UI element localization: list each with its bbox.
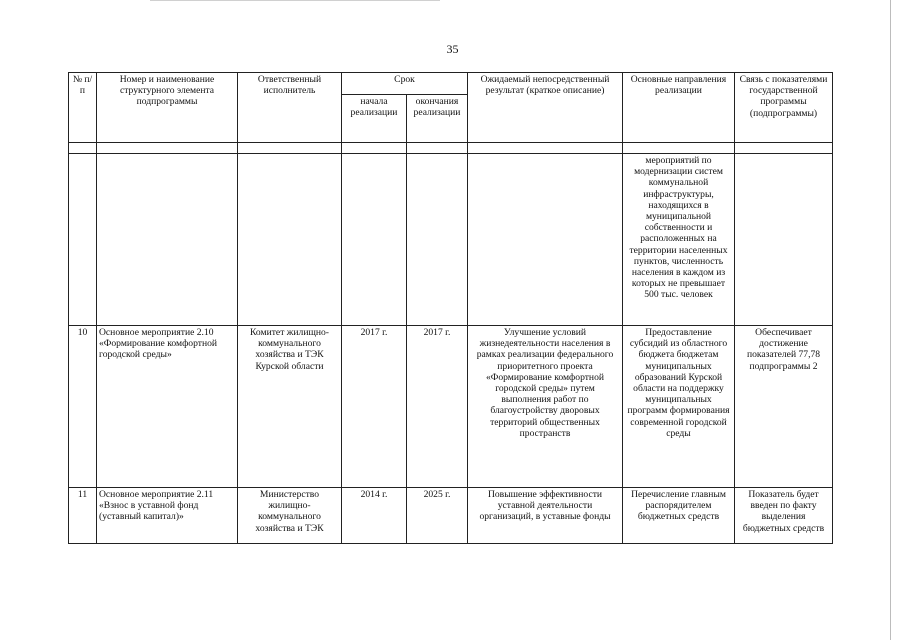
- cell-num: 10: [69, 326, 97, 488]
- cell-element: [97, 154, 238, 326]
- cell-end: [407, 154, 468, 326]
- cell-start: 2017 г.: [342, 326, 407, 488]
- header-directions: Основные направления реализации: [623, 73, 735, 143]
- cell-result: Повышение эффективности уставной деятельности организаций, в уставные фонды: [468, 488, 623, 544]
- header-link: Связь с показателями государственной программы (подпрограммы): [735, 73, 833, 143]
- spacer-row: [69, 143, 833, 154]
- header-period: Срок: [342, 73, 468, 95]
- cell-start: [342, 154, 407, 326]
- cell-executor: Комитет жилищно-коммунального хозяйства и ТЭК Курской области: [238, 326, 342, 488]
- cell-executor: [238, 154, 342, 326]
- cell-end: 2025 г.: [407, 488, 468, 544]
- cell-num: 11: [69, 488, 97, 544]
- cell-element: Основное мероприятие 2.10 «Формирование комфортной городской среды»: [97, 326, 238, 488]
- cell-element: Основное мероприятие 2.11 «Взнос в уставной фонд (уставный капитал)»: [97, 488, 238, 544]
- cell-directions: Предоставление субсидий из областного бюджета бюджетам муниципальных образований Курской области на поддержку муниципальных программ формирования современной городской среды: [623, 326, 735, 488]
- cell-start: 2014 г.: [342, 488, 407, 544]
- cell-result: Улучшение условий жизнедеятельности населения в рамках реализации федерального приоритетного проекта «Формирование комфортной городской среды» путем выполнения работ по благоустройству дворовых территорий общественных пространств: [468, 326, 623, 488]
- page-number: 35: [446, 42, 459, 56]
- cell-link: [735, 154, 833, 326]
- cell-link: Обеспечивает достижение показателей 77,78 подпрограммы 2: [735, 326, 833, 488]
- cell-link: Показатель будет введен по факту выделения бюджетных средств: [735, 488, 833, 544]
- cell-executor: Министерство жилищно-коммунального хозяйства и ТЭК: [238, 488, 342, 544]
- table-row: [69, 488, 833, 544]
- header-result: Ожидаемый непосредственный результат (краткое описание): [468, 73, 623, 143]
- cell-num: [69, 154, 97, 326]
- header-num: № п/п: [69, 73, 97, 143]
- cell-result: [468, 154, 623, 326]
- header-executor: Ответственный исполнитель: [238, 73, 342, 143]
- table-row: [69, 326, 833, 488]
- header-start: начала реализации: [342, 95, 407, 143]
- cell-directions: мероприятий по модернизации систем коммунальной инфраструктуры, находящихся в муниципальной собственности и расположенных на территории населенных пунктов, численность населения в каждом из которых не превышает 500 тыс. человек: [623, 154, 735, 326]
- program-table: [68, 72, 833, 544]
- cell-directions: Перечисление главным распорядителем бюджетных средств: [623, 488, 735, 544]
- scan-edge-right: [890, 0, 891, 640]
- header-end: окончания реализации: [407, 95, 468, 143]
- table-row: [69, 154, 833, 326]
- scan-edge-top: [150, 0, 440, 1]
- cell-end: 2017 г.: [407, 326, 468, 488]
- header-element: Номер и наименование структурного элемента подпрограммы: [97, 73, 238, 143]
